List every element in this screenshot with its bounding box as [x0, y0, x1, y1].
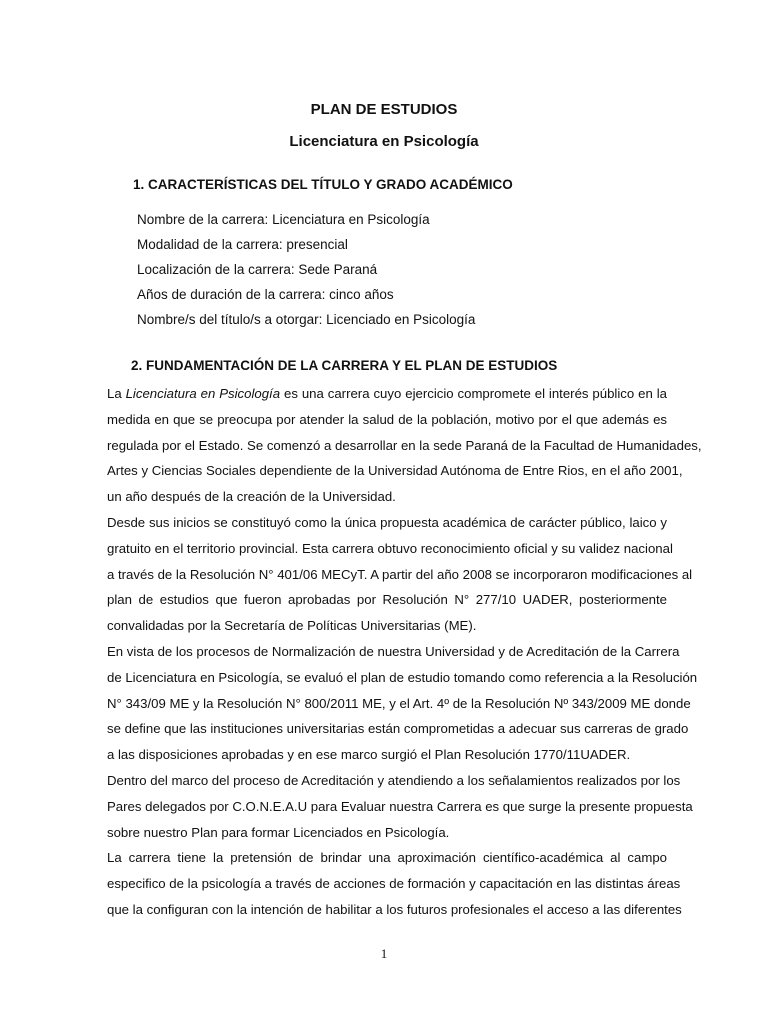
document-subtitle: Licenciatura en Psicología	[289, 133, 479, 150]
degree-title-field: Nombre/s del título/s a otorgar: Licenciado en Psicología	[137, 312, 476, 327]
section-1-heading: 1. CARACTERÍSTICAS DEL TÍTULO Y GRADO ACADÉMICO	[133, 177, 513, 192]
body-line: Pares delegados por C.O.N.E.A.U para Evaluar nuestra Carrera es que surge la presente propuesta	[107, 798, 693, 814]
body-line: La carrera tiene la pretensión de brindar una aproximación científico-académica al campo	[107, 850, 667, 866]
career-name-field: Nombre de la carrera: Licenciatura en Psicología	[137, 212, 430, 227]
body-line: Desde sus inicios se constituyó como la única propuesta académica de carácter público, laico y	[107, 514, 667, 530]
career-characteristics-list	[137, 210, 475, 335]
body-line: N° 343/09 ME y la Resolución N° 800/2011 ME, y el Art. 4º de la Resolución Nº 343/2009 ME donde	[107, 695, 691, 711]
body-line: a las disposiciones aprobadas y en ese marco surgió el Plan Resolución 1770/11UADER.	[107, 747, 631, 763]
body-line: de Licenciatura en Psicología, se evaluó el plan de estudio tomando como referencia a la Resolución	[107, 669, 698, 685]
body-line: plan de estudios que fueron aprobadas por Resolución N° 277/10 UADER, posteriormente	[107, 592, 667, 608]
document-title: PLAN DE ESTUDIOS	[310, 101, 458, 118]
career-duration-field: Años de duración de la carrera: cinco años	[137, 287, 394, 302]
body-line: a través de la Resolución N° 401/06 MECyT. A partir del año 2008 se incorporaron modificaciones al	[107, 566, 693, 582]
body-line: La Licenciatura en Psicología es una carrera cuyo ejercicio compromete el interés público en la	[107, 386, 667, 401]
body-line: gratuito en el territorio provincial. Esta carrera obtuvo reconocimiento oficial y su validez nacional	[107, 540, 673, 556]
body-line: regulada por el Estado. Se comenzó a desarrollar en la sede Paraná de la Facultad de Humanidades,	[107, 437, 702, 453]
body-line: un año después de la creación de la Universidad.	[107, 489, 396, 505]
body-line: especifico de la psicología a través de acciones de formación y capacitación en las distintas áreas	[107, 876, 681, 892]
section-2-heading: 2. FUNDAMENTACIÓN DE LA CARRERA Y EL PLAN DE ESTUDIOS	[131, 358, 558, 373]
body-line: sobre nuestro Plan para formar Licenciados en Psicología.	[107, 824, 450, 840]
career-location-field: Localización de la carrera: Sede Paraná	[137, 262, 378, 277]
body-line: En vista de los procesos de Normalización de nuestra Universidad y de Acreditación de la Carrera	[107, 643, 680, 659]
career-name-italic: Licenciatura en Psicología	[125, 386, 281, 401]
section-2-body	[107, 384, 702, 926]
body-line: que la configuran con la intención de habilitar a los futuros profesionales el acceso a las diferentes	[107, 901, 682, 917]
body-line: se define que las instituciones universitarias están comprometidas a adecuar sus carreras de grado	[107, 721, 689, 737]
body-line: convalidadas por la Secretaría de Políticas Universitarias (ME).	[107, 618, 477, 634]
body-line: medida en que se preocupa por atender la salud de la población, motivo por el que además es	[107, 411, 667, 427]
body-line: Dentro del marco del proceso de Acreditación y atendiendo a los señalamientos realizados por los	[107, 772, 681, 788]
body-line: Artes y Ciencias Sociales dependiente de la Universidad Autónoma de Entre Rios, en el año 2001,	[107, 463, 683, 479]
career-modality-field: Modalidad de la carrera: presencial	[137, 237, 348, 252]
page-number: 1	[380, 946, 388, 961]
